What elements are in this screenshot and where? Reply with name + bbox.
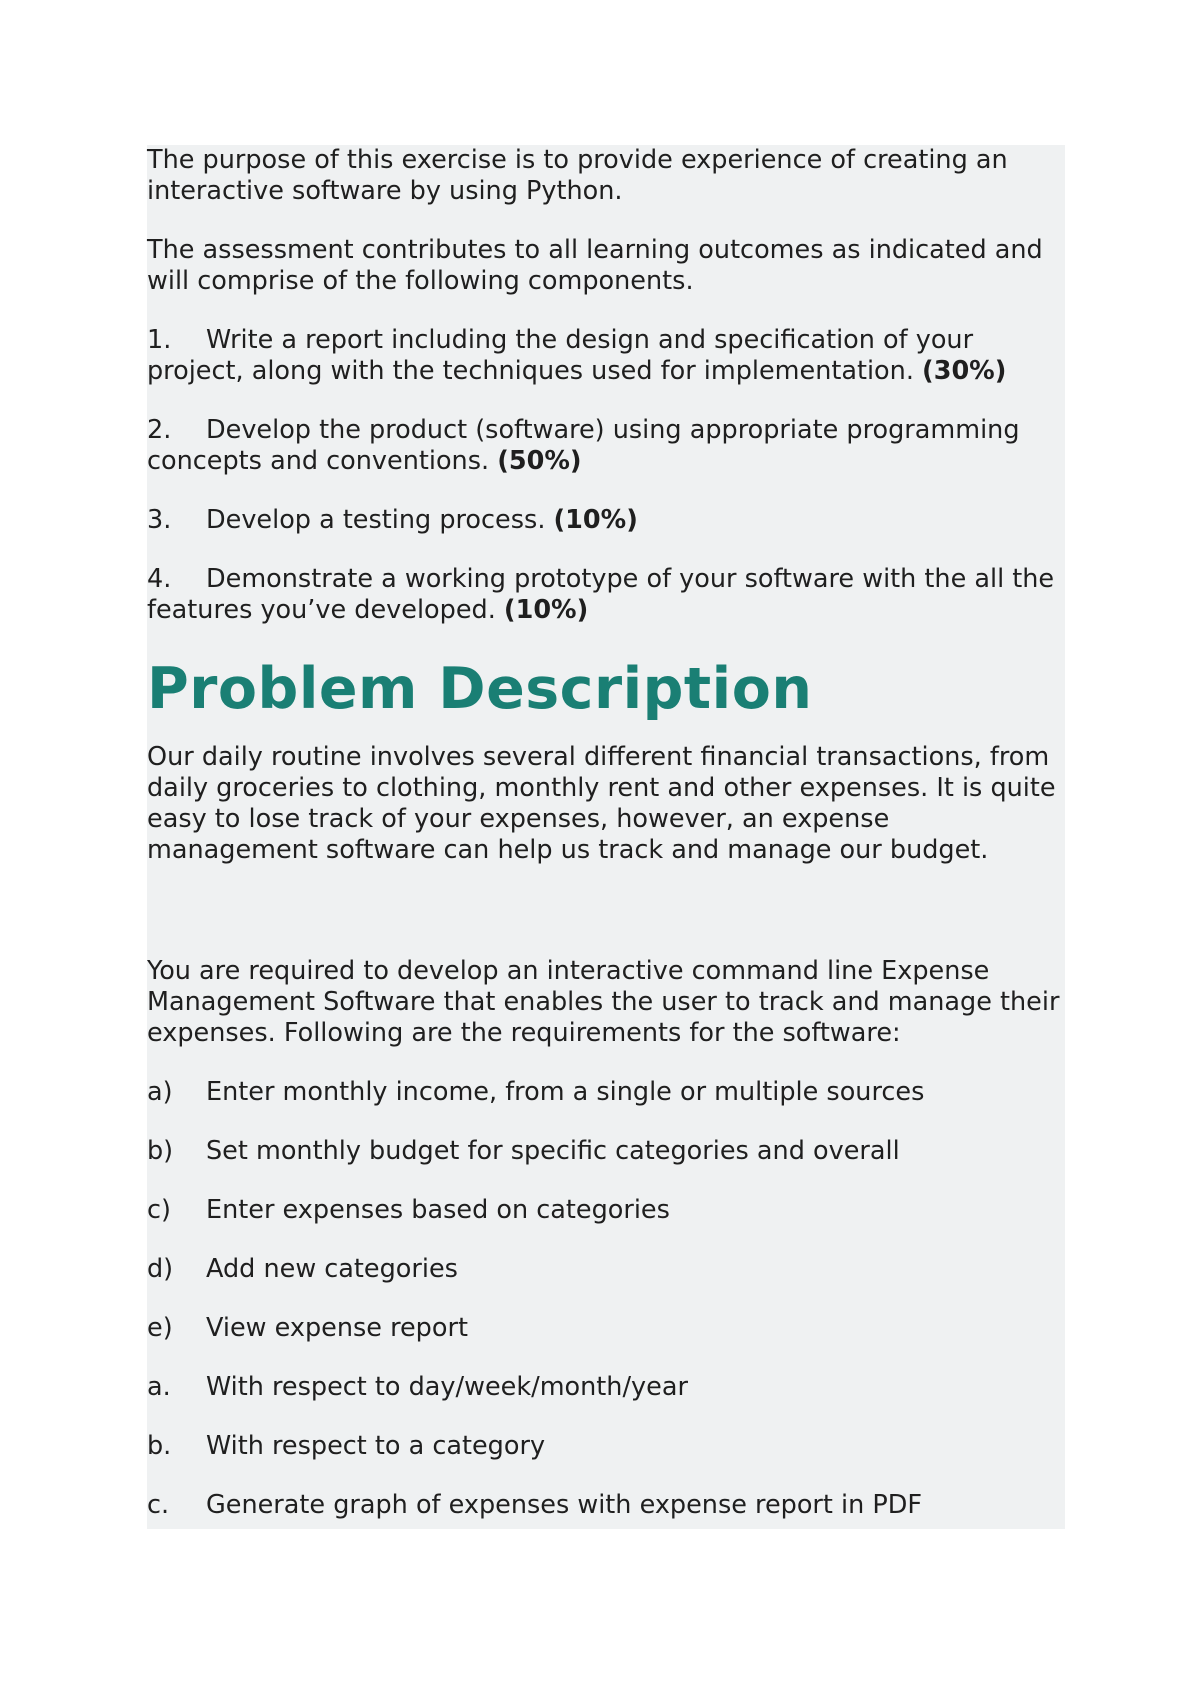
requirement-subitem: [147, 1372, 1065, 1403]
list-marker: b): [147, 1136, 174, 1166]
section-heading: Problem Description: [147, 656, 813, 722]
list-marker: a): [147, 1077, 173, 1107]
requirement-item: [147, 1136, 1065, 1167]
requirement-text: With respect to day/week/month/year: [206, 1372, 688, 1402]
list-marker: a.: [147, 1372, 171, 1402]
problem-paragraph: Our daily routine involves several different financial transactions, from daily groceries to clothing, monthly rent and other expenses. It is quite easy to lose track of your expenses, however, an expense management software can help us track and manage our budget.: [147, 742, 1056, 865]
requirement-item: [147, 1254, 1065, 1285]
component-item: [147, 564, 1065, 626]
requirement-text: Set monthly budget for specific categories and overall: [206, 1136, 900, 1166]
component-text: Write a report including the design and specification of your project, along with the techniques used for implementation.: [147, 325, 974, 386]
list-marker: 1.: [147, 325, 172, 355]
list-marker: e): [147, 1313, 173, 1343]
requirement-subitem: [147, 1431, 1065, 1462]
component-item: [147, 415, 1065, 477]
requirement-text: With respect to a category: [206, 1431, 546, 1461]
components-list: [147, 325, 1065, 626]
requirements-list: [147, 1077, 1065, 1521]
intro-paragraph: The purpose of this exercise is to provide experience of creating an interactive software by using Python.: [147, 145, 1008, 206]
document-body: [147, 145, 1065, 1549]
requirement-text: Enter expenses based on categories: [206, 1195, 670, 1225]
list-marker: 4.: [147, 564, 172, 594]
component-weight: (30%): [922, 356, 1007, 386]
list-marker: 2.: [147, 415, 172, 445]
requirement-item: [147, 1195, 1065, 1226]
spacer: [147, 894, 1065, 956]
component-text: Demonstrate a working prototype of your software with the all the features you’ve developed.: [147, 564, 1055, 625]
list-marker: b.: [147, 1431, 172, 1461]
component-text: Develop the product (software) using appropriate programming concepts and conventions.: [147, 415, 1020, 476]
requirement-subitem: [147, 1490, 1065, 1521]
requirement-text: Generate graph of expenses with expense report in PDF: [206, 1490, 923, 1520]
assessment-paragraph: The assessment contributes to all learning outcomes as indicated and will comprise of the following components.: [147, 235, 1043, 296]
list-marker: c): [147, 1195, 171, 1225]
requirements-intro-paragraph: You are required to develop an interactive command line Expense Management Software that enables the user to track and manage their expenses. Following are the requirements for the software:: [147, 956, 1060, 1048]
component-item: [147, 325, 1065, 387]
requirement-text: View expense report: [206, 1313, 468, 1343]
component-item: [147, 505, 1065, 536]
list-marker: d): [147, 1254, 174, 1284]
requirement-item: [147, 1077, 1065, 1108]
list-marker: 3.: [147, 505, 172, 535]
requirement-text: Add new categories: [206, 1254, 458, 1284]
component-weight: (50%): [497, 446, 582, 476]
requirement-text: Enter monthly income, from a single or multiple sources: [206, 1077, 925, 1107]
component-weight: (10%): [503, 595, 589, 625]
component-text: Develop a testing process.: [206, 505, 546, 535]
list-marker: c.: [147, 1490, 170, 1520]
requirement-item: [147, 1313, 1065, 1344]
component-weight: (10%): [553, 505, 638, 535]
